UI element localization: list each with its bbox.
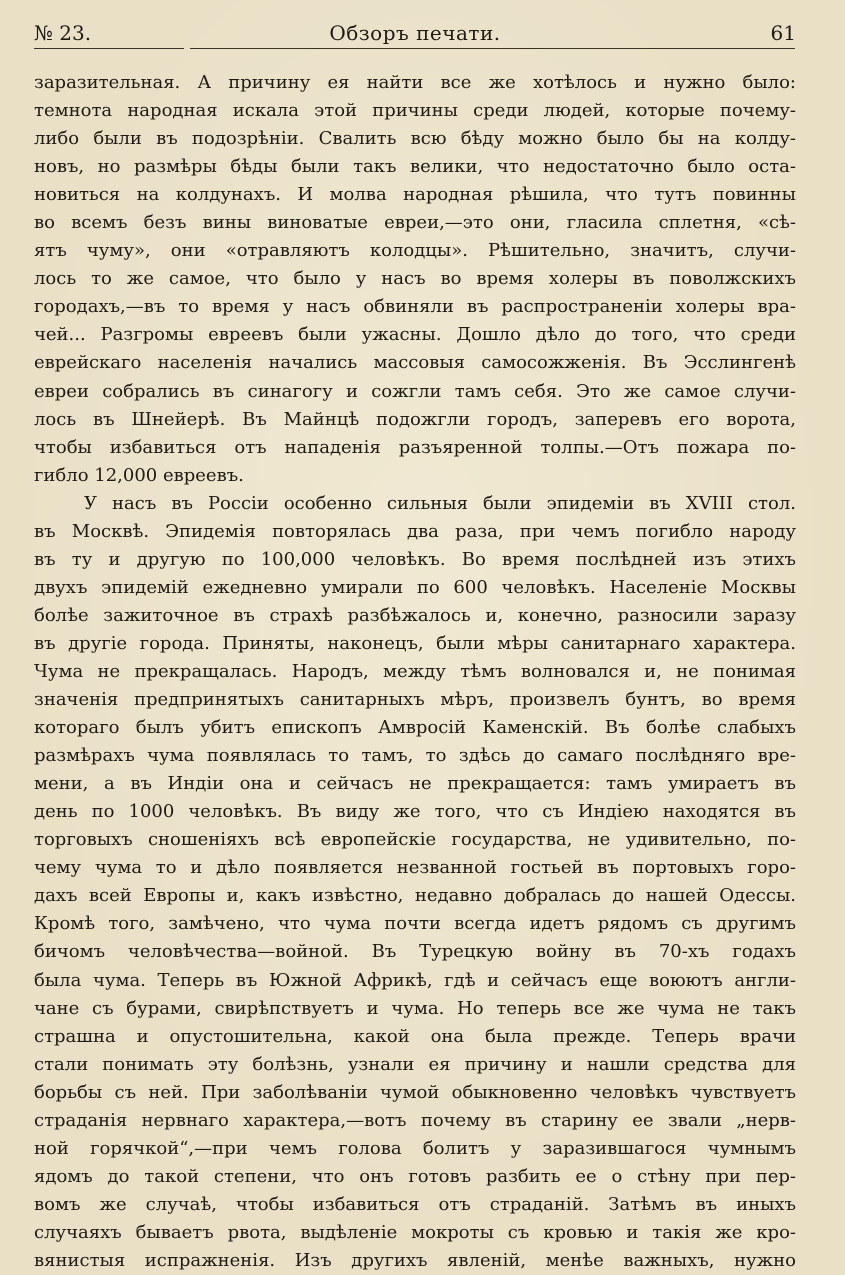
text-line: была чума. Теперь въ Южной Африкѣ, гдѣ и сейчасъ еще воюютъ англи- [34,969,796,991]
text-line: ятъ чуму», они «отравляютъ колодцы». Рѣшительно, значитъ, случи- [34,240,796,262]
text-line: страшна и опустошительна, какой она была прежде. Теперь врачи [34,1025,796,1047]
text-line: либо были въ подозрѣніи. Свалить всю бѣду можно было бы на колду- [34,128,796,150]
text-line: въ Москвѣ. Эпидемія повторялась два раза, при чемъ погибло народу [34,520,796,542]
text-line: лось то же самое, что было у насъ во время холеры въ поволжскихъ [34,268,796,290]
text-line: чтобы избавиться отъ нападенія разъяренной толпы.—Отъ пожара по- [34,436,796,458]
text-line: котораго былъ убитъ епископъ Амвросій Каменскій. Въ болѣе слабыхъ [34,717,796,739]
text-line: Кромѣ того, замѣчено, что чума почти всегда идетъ рядомъ съ другимъ [34,913,796,935]
paragraph-last-line: гибло 12,000 евреевъ. [34,464,244,486]
text-line: Чума не прекращалась. Народъ, между тѣмъ волновался и, не понимая [34,660,796,682]
text-line: болѣе зажиточное въ страхѣ разбѣжалось и, конечно, разносили заразу [34,604,796,626]
text-line: чей... Разгромы евреевъ были ужасны. Дошло дѣло до того, что среди [34,324,796,346]
text-line: новъ, но размѣры бѣды были такъ велики, что недостаточно было оста- [34,156,796,178]
text-line: заразительная. А причину ея найти все же хотѣлось и нужно было: [34,72,796,93]
text-line: въ другіе города. Приняты, наконецъ, были мѣры санитарнаго характера. [34,632,796,654]
text-line: новиться на колдунахъ. И молва народная рѣшила, что тутъ повинны [34,184,796,206]
text-line: чане съ бурами, свирѣпствуетъ и чума. Но теперь все же чума не такъ [34,997,796,1019]
text-line: борьбы съ ней. При заболѣваніи чумой обыкновенно человѣкъ чувствуетъ [34,1081,796,1103]
text-line: размѣрахъ чума появлялась то тамъ, то здѣсь до самаго послѣдняго вре- [34,745,796,767]
text-line: ной горячкой“,—при чемъ голова болитъ у заразившагося чумнымъ [34,1137,796,1159]
header-rule-right [190,48,795,49]
text-line: темнота народная искала этой причины среди людей, которые почему- [34,100,796,122]
text-line: торговыхъ сношеніяхъ всѣ европейскіе государства, не удивительно, по- [34,829,796,851]
text-line: мени, а въ Индіи она и сейчасъ не прекращается: тамъ умираетъ въ [34,773,796,795]
header-rule-left [34,48,184,49]
text-line: лось въ Шнейерѣ. Въ Майнцѣ подожгли городъ, заперевъ его ворота, [34,408,796,430]
text-line: евреи собрались въ синагогу и сожгли тамъ себя. Это же самое случи- [34,380,796,402]
text-line: день по 1000 человѣкъ. Въ виду же того, что съ Индіею находятся въ [34,801,796,823]
text-line: случаяхъ бываетъ рвота, выдѣленіе мокроты съ кровью и такія же кро- [34,1221,796,1243]
text-line: еврейскаго населенія начались массовыя самосожженія. Въ Эсслингенѣ [34,352,796,374]
text-line: вянистыя испражненія. Изъ другихъ явленій, менѣе важныхъ, нужно [34,1249,796,1271]
paragraph-first-line: У насъ въ Россіи особенно сильныя были эпидеміи въ XVIII стол. [84,492,796,514]
text-line: страданія нервнаго характера,—вотъ почему въ старину ее звали „нерв- [34,1109,796,1131]
page-number: 61 [770,21,796,45]
page-header [34,18,796,48]
text-line: значенія предпринятыхъ санитарныхъ мѣръ, произвелъ бунтъ, во время [34,689,796,711]
text-line: во всемъ безъ вины виноватые евреи,—это они, гласила сплетня, «сѣ- [34,212,796,234]
issue-number: № 23. [34,21,92,45]
text-line: двухъ эпидемій ежедневно умирали по 600 человѣкъ. Населеніе Москвы [34,576,796,598]
text-line: въ ту и другую по 100,000 человѣкъ. Во время послѣдней изъ этихъ [34,548,796,570]
text-line: ядомъ до такой степени, что онъ готовъ разбить ее о стѣну при пер- [34,1165,796,1187]
text-line: бичомъ человѣчества—войной. Въ Турецкую войну въ 70-хъ годахъ [34,941,796,963]
text-line: дахъ всей Европы и, какъ извѣстно, недавно добралась до нашей Одессы. [34,885,796,907]
text-line: чему чума то и дѣло появляется незванной гостьей въ портовыхъ горо- [34,857,796,879]
text-line: стали понимать эту болѣзнь, узнали ея причину и нашли средства для [34,1053,796,1075]
text-line: вомъ же случаѣ, чтобы избавиться отъ страданій. Затѣмъ въ иныхъ [34,1193,796,1215]
running-title: Обзоръ печати. [329,21,501,45]
body-text [34,69,796,1275]
text-line: городахъ,—въ то время у насъ обвиняли въ распространеніи холеры вра- [34,296,796,318]
